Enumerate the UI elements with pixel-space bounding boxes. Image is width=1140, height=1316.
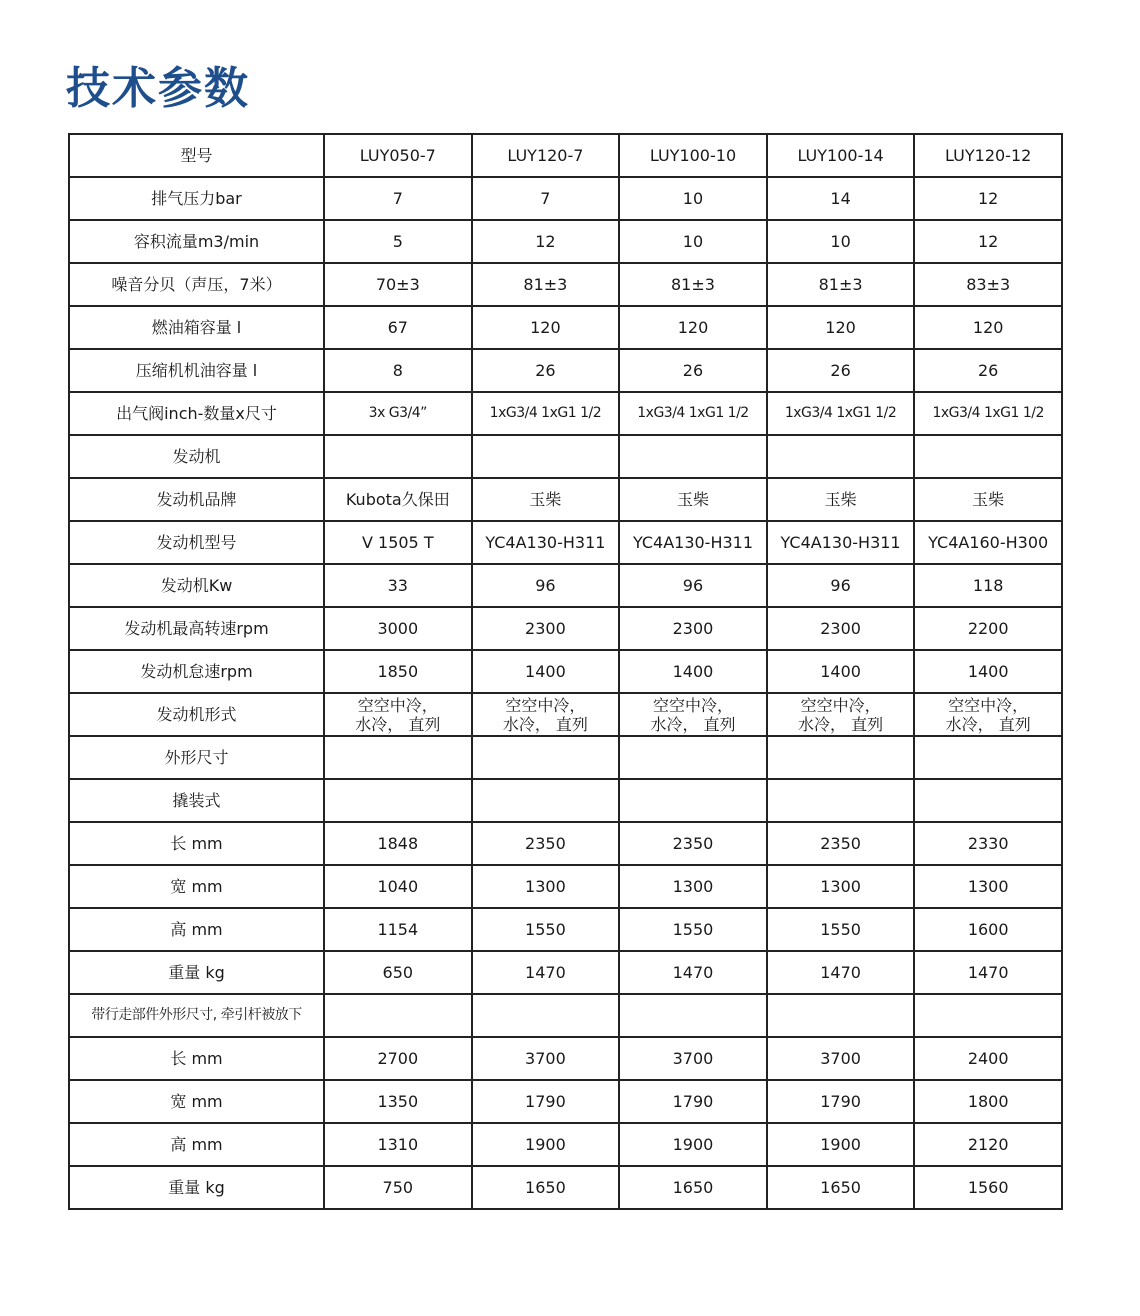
value-cell: 1848 — [324, 822, 472, 865]
value-cell — [767, 994, 915, 1037]
value-cell: 96 — [619, 564, 767, 607]
value-cell: 1310 — [324, 1123, 472, 1166]
header-label: 型号 — [69, 134, 324, 177]
value-cell: 26 — [914, 349, 1062, 392]
value-cell — [619, 693, 767, 736]
value-cell: 1470 — [914, 951, 1062, 994]
row-label: 发动机品牌 — [69, 478, 324, 521]
value-cell: 1400 — [619, 650, 767, 693]
value-cell: 33 — [324, 564, 472, 607]
value-cell: 26 — [472, 349, 620, 392]
value-cell: 7 — [324, 177, 472, 220]
value-cell — [472, 994, 620, 1037]
value-cell — [619, 736, 767, 779]
value-cell: 3x G3/4” — [324, 392, 472, 435]
value-cell: 1800 — [914, 1080, 1062, 1123]
row-label: 宽 mm — [69, 1080, 324, 1123]
value-cell — [619, 779, 767, 822]
row-label: 外形尺寸 — [69, 736, 324, 779]
table-row — [69, 1166, 1062, 1209]
value-cell: 12 — [914, 177, 1062, 220]
value-cell: 26 — [619, 349, 767, 392]
table-row — [69, 736, 1062, 779]
value-cell: 2330 — [914, 822, 1062, 865]
value-cell: 1900 — [767, 1123, 915, 1166]
value-cell: 5 — [324, 220, 472, 263]
value-cell: 1300 — [914, 865, 1062, 908]
value-cell: 120 — [472, 306, 620, 349]
value-cell: 1790 — [767, 1080, 915, 1123]
value-cell: 1xG3/4 1xG1 1/2 — [767, 392, 915, 435]
value-cell: 1900 — [619, 1123, 767, 1166]
header-row — [69, 134, 1062, 177]
value-cell: 12 — [914, 220, 1062, 263]
row-label: 排气压力bar — [69, 177, 324, 220]
row-label: 重量 kg — [69, 1166, 324, 1209]
model-cell: LUY120-7 — [472, 134, 620, 177]
value-cell: 1650 — [472, 1166, 620, 1209]
value-cell: 1900 — [472, 1123, 620, 1166]
value-cell: YC4A130-H311 — [767, 521, 915, 564]
value-cell: 1400 — [767, 650, 915, 693]
value-cell: 1350 — [324, 1080, 472, 1123]
value-cell: 70±3 — [324, 263, 472, 306]
value-cell — [324, 736, 472, 779]
row-label: 发动机Kw — [69, 564, 324, 607]
value-cell — [619, 994, 767, 1037]
value-cell: 83±3 — [914, 263, 1062, 306]
row-label: 宽 mm — [69, 865, 324, 908]
value-cell — [324, 779, 472, 822]
value-cell — [324, 435, 472, 478]
value-cell: 1850 — [324, 650, 472, 693]
value-cell: 650 — [324, 951, 472, 994]
value-cell: 10 — [767, 220, 915, 263]
value-cell — [619, 435, 767, 478]
row-label: 发动机 — [69, 435, 324, 478]
page-title: 技术参数 — [66, 63, 250, 114]
table-row — [69, 951, 1062, 994]
value-cell — [767, 779, 915, 822]
cell-line: 空空中冷， — [505, 695, 586, 715]
row-label: 发动机怠速rpm — [69, 650, 324, 693]
model-cell: LUY100-14 — [767, 134, 915, 177]
model-cell: LUY100-10 — [619, 134, 767, 177]
value-cell: 2120 — [914, 1123, 1062, 1166]
value-cell: 1790 — [472, 1080, 620, 1123]
value-cell: 3700 — [619, 1037, 767, 1080]
value-cell: 玉柴 — [767, 478, 915, 521]
row-label: 容积流量m3/min — [69, 220, 324, 263]
value-cell: V 1505 T — [324, 521, 472, 564]
value-cell: 12 — [472, 220, 620, 263]
row-label: 高 mm — [69, 1123, 324, 1166]
value-cell: 7 — [472, 177, 620, 220]
value-cell: 1400 — [472, 650, 620, 693]
table-row — [69, 1123, 1062, 1166]
cell-line: 空空中冷， — [948, 695, 1029, 715]
value-cell: 2350 — [767, 822, 915, 865]
value-cell: YC4A130-H311 — [472, 521, 620, 564]
value-cell: 1550 — [767, 908, 915, 951]
value-cell: YC4A160-H300 — [914, 521, 1062, 564]
value-cell: 750 — [324, 1166, 472, 1209]
row-label: 发动机型号 — [69, 521, 324, 564]
value-cell — [767, 435, 915, 478]
value-cell: 1xG3/4 1xG1 1/2 — [914, 392, 1062, 435]
value-cell: 2300 — [619, 607, 767, 650]
value-cell: Kubota久保田 — [324, 478, 472, 521]
row-label: 长 mm — [69, 1037, 324, 1080]
value-cell: 96 — [767, 564, 915, 607]
value-cell: 67 — [324, 306, 472, 349]
value-cell: 玉柴 — [472, 478, 620, 521]
row-label: 压缩机机油容量 l — [69, 349, 324, 392]
value-cell: 1154 — [324, 908, 472, 951]
table-row — [69, 1037, 1062, 1080]
value-cell: 120 — [619, 306, 767, 349]
row-label: 发动机形式 — [69, 693, 324, 736]
cell-line: 空空中冷， — [800, 695, 881, 715]
value-cell: 14 — [767, 177, 915, 220]
value-cell — [324, 994, 472, 1037]
value-cell: 81±3 — [472, 263, 620, 306]
cell-line: 水冷， 直列 — [502, 714, 588, 734]
table-row — [69, 177, 1062, 220]
value-cell: 10 — [619, 220, 767, 263]
row-label: 高 mm — [69, 908, 324, 951]
row-label: 噪音分贝（声压，7米） — [69, 263, 324, 306]
value-cell — [914, 693, 1062, 736]
cell-line: 水冷， 直列 — [650, 714, 736, 734]
value-cell — [472, 779, 620, 822]
value-cell — [914, 994, 1062, 1037]
value-cell — [914, 779, 1062, 822]
value-cell: 1650 — [619, 1166, 767, 1209]
model-cell: LUY050-7 — [324, 134, 472, 177]
table-row — [69, 994, 1062, 1037]
value-cell — [472, 435, 620, 478]
row-label: 带行走部件外形尺寸, 牵引杆被放下 — [69, 994, 324, 1037]
value-cell: 1300 — [767, 865, 915, 908]
value-cell: YC4A130-H311 — [619, 521, 767, 564]
cell-line: 空空中冷， — [357, 695, 438, 715]
table-row — [69, 908, 1062, 951]
value-cell: 26 — [767, 349, 915, 392]
row-label: 出气阀inch-数量x尺寸 — [69, 392, 324, 435]
value-cell: 1xG3/4 1xG1 1/2 — [472, 392, 620, 435]
row-label: 发动机最高转速rpm — [69, 607, 324, 650]
value-cell — [472, 693, 620, 736]
table-row — [69, 779, 1062, 822]
table-row — [69, 521, 1062, 564]
cell-line: 水冷， 直列 — [798, 714, 884, 734]
value-cell: 2300 — [767, 607, 915, 650]
value-cell — [914, 736, 1062, 779]
value-cell — [472, 736, 620, 779]
table-row — [69, 607, 1062, 650]
table-row — [69, 349, 1062, 392]
value-cell: 2350 — [619, 822, 767, 865]
value-cell: 1650 — [767, 1166, 915, 1209]
value-cell: 1600 — [914, 908, 1062, 951]
value-cell: 1470 — [619, 951, 767, 994]
table-row — [69, 478, 1062, 521]
value-cell: 1300 — [619, 865, 767, 908]
row-label: 燃油箱容量 l — [69, 306, 324, 349]
table-row — [69, 1080, 1062, 1123]
value-cell: 2700 — [324, 1037, 472, 1080]
model-cell: LUY120-12 — [914, 134, 1062, 177]
value-cell: 1400 — [914, 650, 1062, 693]
value-cell — [767, 736, 915, 779]
value-cell: 2300 — [472, 607, 620, 650]
value-cell: 3000 — [324, 607, 472, 650]
value-cell: 1470 — [767, 951, 915, 994]
value-cell: 3700 — [472, 1037, 620, 1080]
table-row — [69, 392, 1062, 435]
value-cell: 120 — [767, 306, 915, 349]
table-row — [69, 220, 1062, 263]
row-label: 撬装式 — [69, 779, 324, 822]
value-cell — [914, 435, 1062, 478]
value-cell: 2400 — [914, 1037, 1062, 1080]
table-row — [69, 435, 1062, 478]
value-cell — [767, 693, 915, 736]
table-row — [69, 650, 1062, 693]
cell-line: 水冷， 直列 — [355, 714, 441, 734]
value-cell: 1300 — [472, 865, 620, 908]
value-cell: 1550 — [619, 908, 767, 951]
table-row — [69, 693, 1062, 736]
value-cell: 1550 — [472, 908, 620, 951]
row-label: 重量 kg — [69, 951, 324, 994]
value-cell: 1560 — [914, 1166, 1062, 1209]
value-cell: 118 — [914, 564, 1062, 607]
table-row — [69, 306, 1062, 349]
value-cell: 81±3 — [767, 263, 915, 306]
value-cell: 1790 — [619, 1080, 767, 1123]
value-cell: 2350 — [472, 822, 620, 865]
value-cell: 81±3 — [619, 263, 767, 306]
spec-table — [68, 133, 1063, 1210]
value-cell — [324, 693, 472, 736]
value-cell: 玉柴 — [914, 478, 1062, 521]
value-cell: 8 — [324, 349, 472, 392]
cell-line: 水冷， 直列 — [945, 714, 1031, 734]
table-row — [69, 822, 1062, 865]
table-row — [69, 865, 1062, 908]
value-cell: 1040 — [324, 865, 472, 908]
table-row — [69, 263, 1062, 306]
value-cell: 120 — [914, 306, 1062, 349]
value-cell: 1xG3/4 1xG1 1/2 — [619, 392, 767, 435]
row-label: 长 mm — [69, 822, 324, 865]
table-row — [69, 564, 1062, 607]
value-cell: 玉柴 — [619, 478, 767, 521]
value-cell: 3700 — [767, 1037, 915, 1080]
value-cell: 96 — [472, 564, 620, 607]
value-cell: 10 — [619, 177, 767, 220]
value-cell: 2200 — [914, 607, 1062, 650]
value-cell: 1470 — [472, 951, 620, 994]
cell-line: 空空中冷， — [652, 695, 733, 715]
